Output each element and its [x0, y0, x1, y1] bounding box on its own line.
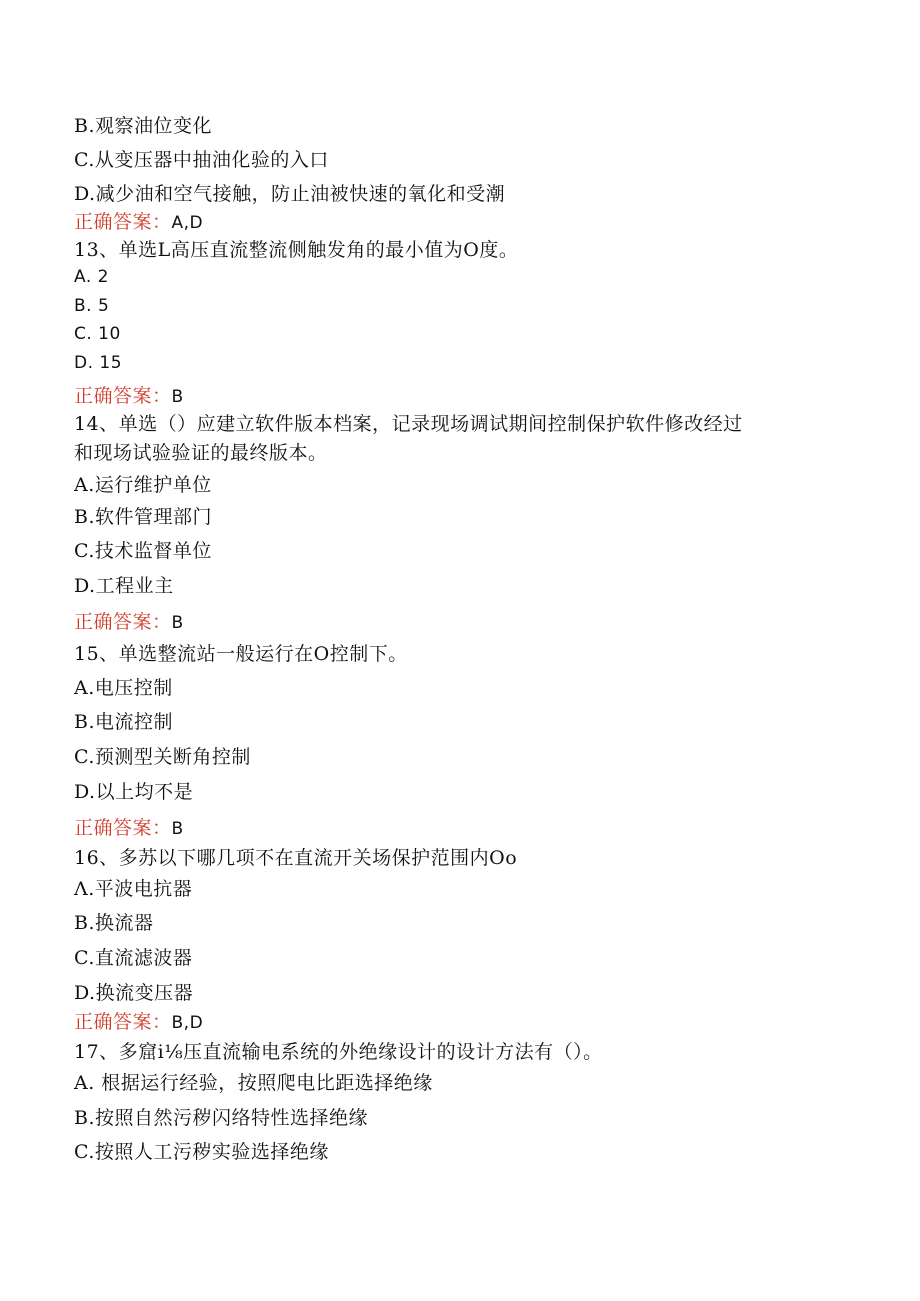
q13-stem: 13、单选L高压直流整流侧触发角的最小值为O度。 — [74, 239, 519, 261]
q14-stem-line2: 和现场试验验证的最终版本。 — [74, 442, 328, 464]
answer-value: A,D — [171, 213, 204, 233]
q13-option-c: C. 10 — [74, 324, 121, 344]
q14-answer — [74, 610, 184, 635]
answer-label: 正确答案： — [74, 817, 172, 839]
answer-label: 正确答案： — [74, 1011, 172, 1033]
q14-option-c: C.技术监督单位 — [74, 540, 212, 562]
answer-label: 正确答案： — [74, 385, 172, 407]
q14-option-b: B.软件管理部门 — [74, 506, 213, 528]
q16-answer — [74, 1010, 203, 1035]
answer-value: B — [171, 819, 184, 839]
q12-option-c: C.从变压器中抽油化验的入口 — [74, 149, 329, 171]
q16-stem: 16、多苏以下哪几项不在直流开关场保护范围内Oo — [74, 847, 518, 869]
q12-option-b: B.观察油位变化 — [74, 115, 213, 137]
q14-option-a: A.运行维护单位 — [74, 474, 212, 496]
q16-option-c: C.直流滤波器 — [74, 947, 193, 969]
q14-stem-line1: 14、单选（）应建立软件版本档案，记录现场调试期间控制保护软件修改经过 — [74, 413, 743, 435]
answer-value: B — [171, 387, 184, 407]
q12-option-d: D.减少油和空气接触，防止油被快速的氧化和受潮 — [74, 183, 506, 205]
q13-option-b: B. 5 — [74, 296, 110, 316]
q12-answer — [74, 210, 203, 235]
answer-value: B — [171, 613, 184, 633]
q17-option-b: B.按照自然污秽闪络特性选择绝缘 — [74, 1107, 369, 1129]
q15-option-d: D.以上均不是 — [74, 781, 194, 803]
answer-label: 正确答案： — [74, 211, 172, 233]
q15-stem: 15、单选整流站一般运行在O控制下。 — [74, 643, 408, 665]
q13-option-a: A. 2 — [74, 267, 109, 287]
q16-option-d: D.换流变压器 — [74, 982, 194, 1004]
q15-answer — [74, 816, 184, 841]
q17-option-c: C.按照人工污秽实验选择绝缘 — [74, 1141, 329, 1163]
answer-value: B,D — [171, 1013, 204, 1033]
q16-option-a: Λ.平波电抗器 — [74, 878, 193, 900]
q15-option-c: C.预测型关断角控制 — [74, 746, 251, 768]
q13-answer — [74, 384, 184, 409]
q17-option-a: A. 根据运行经验，按照爬电比距选择绝缘 — [74, 1072, 433, 1094]
q15-option-a: A.电压控制 — [74, 677, 173, 699]
q14-option-d: D.工程业主 — [74, 575, 174, 597]
q13-option-d: D. 15 — [74, 353, 123, 373]
q15-option-b: B.电流控制 — [74, 711, 174, 733]
q17-stem: 17、多窟i⅛压直流输电系统的外绝缘设计的设计方法有（）。 — [74, 1041, 603, 1063]
q16-option-b: B.换流器 — [74, 912, 154, 934]
answer-label: 正确答案： — [74, 611, 172, 633]
